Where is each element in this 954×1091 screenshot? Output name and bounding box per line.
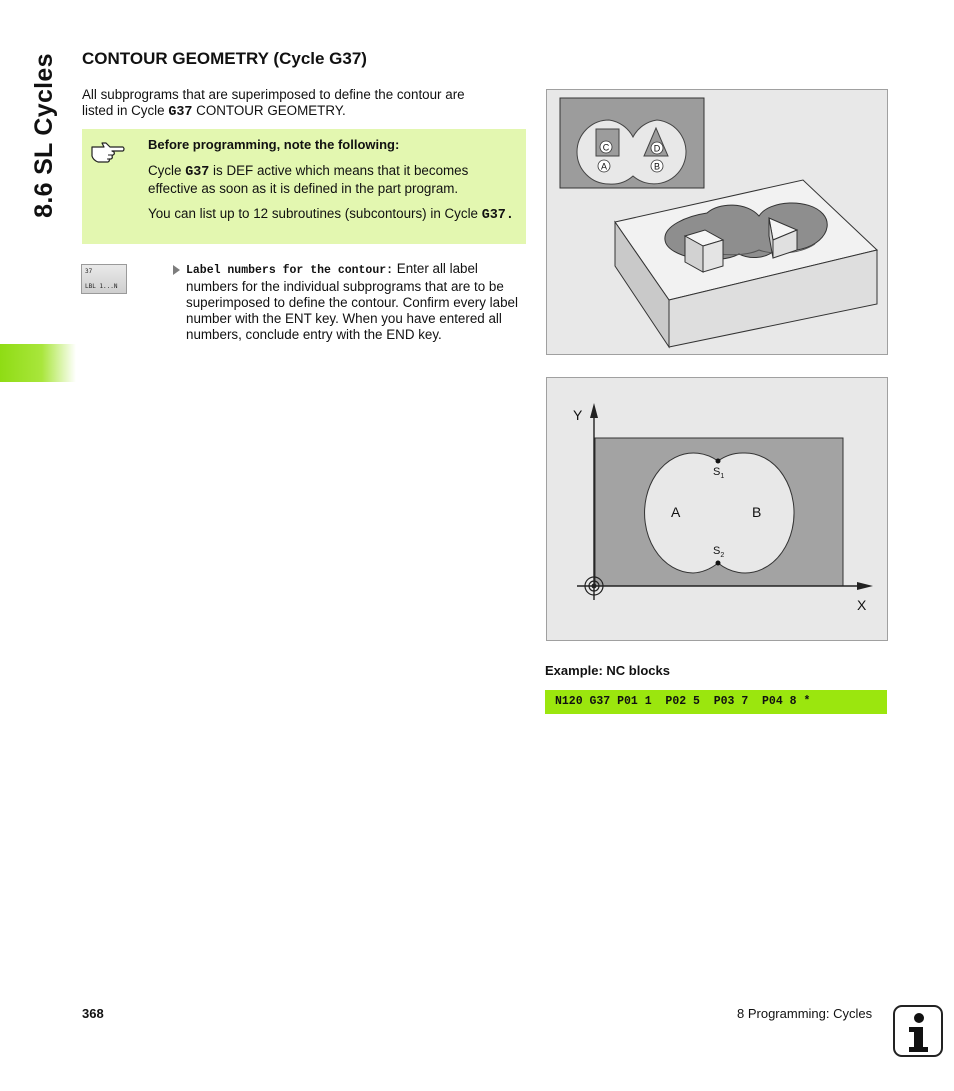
- intro-paragraph: [82, 87, 522, 121]
- x-axis-label: X: [857, 597, 867, 613]
- parameter-label: Label numbers for the contour:: [186, 264, 394, 277]
- intersection-point-s2: [716, 561, 721, 566]
- note-heading: Before programming, note the following:: [148, 137, 400, 152]
- note-cycle-code-2: G37.: [481, 208, 514, 223]
- note-box: [82, 129, 526, 244]
- label-d: D: [653, 143, 661, 154]
- intro-line-2: [82, 103, 522, 121]
- nc-block-line: N120 G37 P01 1 P02 5 P03 7 P04 8 *: [545, 690, 887, 714]
- example-heading: Example: NC blocks: [545, 663, 670, 678]
- intro-text-end: CONTOUR GEOMETRY.: [192, 103, 346, 118]
- note-paragraph-2: [148, 206, 518, 224]
- label-b: B: [653, 161, 661, 172]
- intro-text: listed in Cycle: [82, 103, 169, 118]
- workpiece-3d-drawing: [547, 90, 887, 354]
- page-number: 368: [82, 1006, 104, 1021]
- softkey-label-bottom: LBL 1...N: [85, 283, 118, 290]
- softkey-label-top: 37: [85, 268, 93, 275]
- y-axis-arrow-icon: [590, 403, 598, 418]
- label-c: C: [602, 142, 610, 153]
- info-icon: [893, 1005, 943, 1057]
- s2-label: $S_2$: [713, 545, 725, 559]
- y-axis-label: Y: [573, 407, 583, 423]
- chapter-side-title-text: 8.6 SL Cycles: [29, 52, 58, 218]
- bullet-arrow-icon: [173, 265, 180, 275]
- note-text-rest: is DEF active which means that it becomes effective as soon as it is defined in the part program.: [148, 163, 469, 196]
- note-text-2: You can list up to 12 subroutines (subcontours) in Cycle: [148, 206, 482, 221]
- lbl-softkey[interactable]: [81, 264, 127, 294]
- footer-chapter-title: 8 Programming: Cycles: [737, 1006, 873, 1021]
- label-a: A: [600, 161, 608, 172]
- page-title: CONTOUR GEOMETRY (Cycle G37): [82, 49, 367, 68]
- x-axis-arrow-icon: [857, 582, 873, 590]
- note-text: Cycle: [148, 163, 186, 178]
- contour-2d-figure: [546, 377, 888, 641]
- note-cycle-code: G37: [185, 165, 210, 180]
- s1-label: $S_1$: [713, 466, 725, 480]
- origin-dot: [592, 584, 597, 589]
- chapter-side-title: [24, 50, 64, 220]
- pointing-hand-icon: [90, 139, 126, 163]
- intersection-point-s1: [716, 459, 721, 464]
- chapter-tab-marker: [0, 344, 76, 382]
- info-glyph: [895, 1007, 941, 1055]
- region-label-b: B: [752, 504, 762, 520]
- contour-2d-drawing: [547, 378, 887, 640]
- intro-cycle-code: G37: [168, 105, 193, 120]
- region-label-a: A: [671, 504, 681, 520]
- intro-line-1: All subprograms that are superimposed to define the contour are: [82, 87, 465, 102]
- parameter-description: [186, 261, 524, 343]
- note-paragraph-1: [148, 163, 518, 197]
- workpiece-3d-figure: [546, 89, 888, 355]
- square-island-right: [703, 240, 723, 272]
- parameter-text: Enter all label numbers for the individual subprograms that are to be superimposed to define the contour. Confirm every label number with the ENT key. When you have entered all numbers, conclude entry with the END key.: [186, 261, 518, 342]
